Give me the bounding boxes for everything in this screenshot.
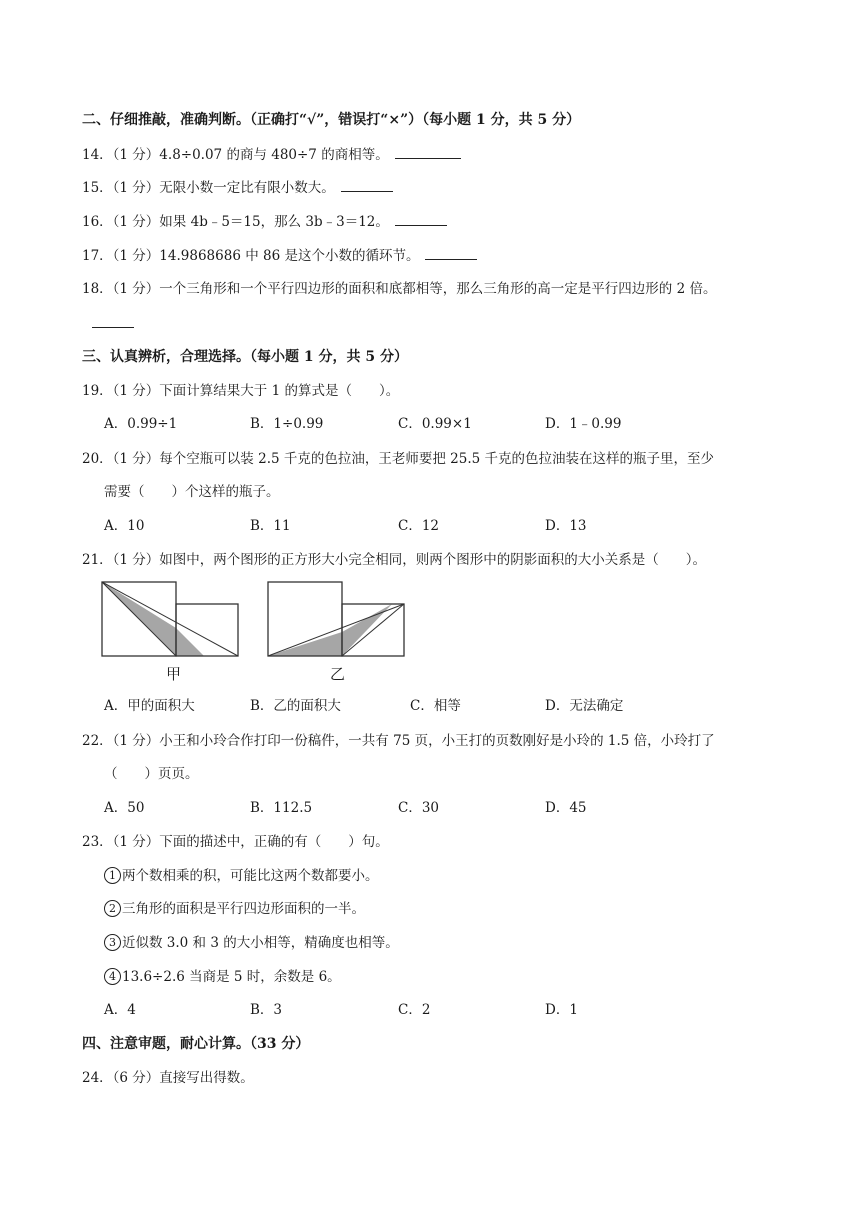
question-14-text: 14．（1 分）4.8÷0.07 的商与 480÷7 的商相等。 <box>82 147 389 163</box>
circled-number-4: 4 <box>104 968 121 985</box>
q21-option-a[interactable]: A．甲的面积大 <box>104 698 195 714</box>
q19-option-a[interactable]: A．0.99÷1 <box>104 416 178 432</box>
q19-option-c[interactable]: C．0.99×1 <box>398 416 472 432</box>
q23-statement-3 <box>104 933 399 953</box>
question-15 <box>82 177 393 198</box>
q23-option-c[interactable]: C．2 <box>398 1002 431 1018</box>
q23-statement-2 <box>104 899 365 919</box>
question-20-stem-line2: 需要（ ）个这样的瓶子。 <box>104 484 280 500</box>
figure-jia-label: 甲 <box>166 665 182 683</box>
q23-statement-1 <box>104 866 379 886</box>
q23-option-d[interactable]: D．1 <box>545 1002 578 1018</box>
circled-number-2: 2 <box>104 900 121 917</box>
q23-statement-3-text: 近似数 3.0 和 3 的大小相等，精确度也相等。 <box>122 935 399 951</box>
answer-blank-14[interactable] <box>395 144 461 159</box>
shaded-triangle-yi-large <box>268 632 342 656</box>
figure-jia <box>100 580 240 658</box>
q19-option-d[interactable]: D．1﹣0.99 <box>545 416 622 432</box>
q23-statement-2-text: 三角形的面积是平行四边形面积的一半。 <box>122 901 365 917</box>
question-19-stem: 19．（1 分）下面计算结果大于 1 的算式是（ ）。 <box>82 383 400 399</box>
q22-option-c[interactable]: C．30 <box>398 800 440 816</box>
shaded-triangle-jia-small <box>176 628 204 656</box>
question-14 <box>82 144 461 165</box>
q19-option-b[interactable]: B．1÷0.99 <box>250 416 324 432</box>
figure-yi <box>266 580 406 658</box>
question-22-stem-line1: 22．（1 分）小王和小玲合作打印一份稿件，一共有 75 页，小王打的页数刚好是小玲的 1.5 倍，小玲打了 <box>82 733 715 749</box>
question-23-stem: 23．（1 分）下面的描述中，正确的有（ ）句。 <box>82 834 389 850</box>
q20-option-a[interactable]: A．10 <box>104 518 145 534</box>
q23-statement-1-text: 两个数相乘的积，可能比这两个数都要小。 <box>122 868 379 884</box>
question-18: 18．（1 分）一个三角形和一个平行四边形的面积和底都相等，那么三角形的高一定是平行四边形的 2 倍。 <box>82 281 717 297</box>
q21-option-b[interactable]: B．乙的面积大 <box>250 698 341 714</box>
circled-number-3: 3 <box>104 934 121 951</box>
question-21-stem: 21．（1 分）如图中，两个图形的正方形大小完全相同，则两个图形中的阴影面积的大小关系是（ ）。 <box>82 552 707 568</box>
answer-blank-15[interactable] <box>341 177 393 192</box>
q21-option-c[interactable]: C．相等 <box>410 698 461 714</box>
line <box>102 582 176 656</box>
question-22-stem-line2: （ ）页页。 <box>104 766 199 782</box>
q20-option-b[interactable]: B．11 <box>250 518 291 534</box>
question-17-text: 17．（1 分）14.9868686 中 86 是这个小数的循环节。 <box>82 248 420 264</box>
answer-blank-16[interactable] <box>395 211 447 226</box>
q21-option-d[interactable]: D．无法确定 <box>545 698 624 714</box>
circled-number-1: 1 <box>104 867 121 884</box>
q22-option-d[interactable]: D．45 <box>545 800 587 816</box>
section-4-title: 四、注意审题，耐心计算。（33 分） <box>82 1036 310 1052</box>
section-2-title: 二、仔细推敲，准确判断。（正确打“√”，错误打“×”）（每小题 1 分，共 5 分） <box>82 112 581 128</box>
answer-blank-17[interactable] <box>425 245 477 260</box>
q22-option-a[interactable]: A．50 <box>104 800 145 816</box>
question-17 <box>82 245 477 266</box>
q23-statement-4-text: 13.6÷2.6 当商是 5 时，余数是 6。 <box>122 969 341 985</box>
question-16 <box>82 211 447 232</box>
question-24: 24．（6 分）直接写出得数。 <box>82 1070 254 1086</box>
figure-yi-label: 乙 <box>330 665 346 683</box>
q23-statement-4 <box>104 967 341 987</box>
answer-blank-18[interactable] <box>92 313 134 328</box>
q23-option-a[interactable]: A．4 <box>104 1002 136 1018</box>
q22-option-b[interactable]: B．112.5 <box>250 800 313 816</box>
q20-option-d[interactable]: D．13 <box>545 518 587 534</box>
question-15-text: 15．（1 分）无限小数一定比有限小数大。 <box>82 180 335 196</box>
question-16-text: 16．（1 分）如果 4b﹣5＝15，那么 3b﹣3＝12。 <box>82 214 389 230</box>
q20-option-c[interactable]: C．12 <box>398 518 440 534</box>
q23-option-b[interactable]: B．3 <box>250 1002 283 1018</box>
section-3-title: 三、认真辨析，合理选择。（每小题 1 分，共 5 分） <box>82 349 408 365</box>
question-20-stem-line1: 20．（1 分）每个空瓶可以装 2.5 千克的色拉油，王老师要把 25.5 千克的色拉油装在这样的瓶子里，至少 <box>82 451 715 467</box>
